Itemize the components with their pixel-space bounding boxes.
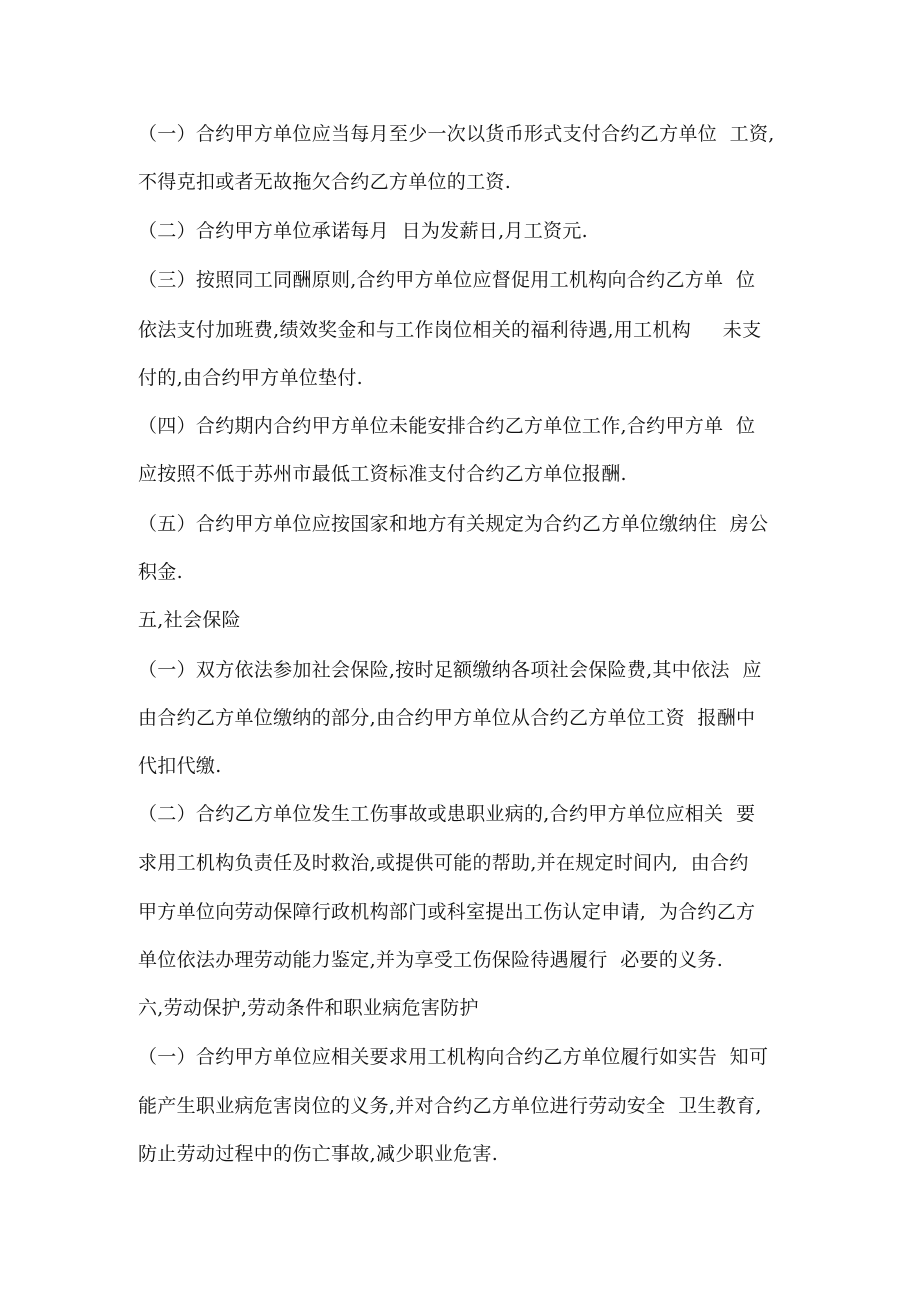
paragraph-line: （一）合约甲方单位应相关要求用工机构向合约乙方单位履行如实告 知可 <box>138 1046 769 1068</box>
paragraph-line: 防止劳动过程中的伤亡事故,减少职业危害. <box>138 1143 499 1165</box>
paragraph-line: 求用工机构负责任及时救治,或提供可能的帮助,并在规定时间内, 由合约 <box>138 852 749 874</box>
paragraph-line: （三）按照同工同酬原则,合约甲方单位应督促用工机构向合约乙方单 位 <box>138 269 756 291</box>
paragraph-line: 积金. <box>138 561 183 583</box>
paragraph-line: 代扣代缴. <box>138 755 222 777</box>
paragraph-line: （二）合约甲方单位承诺每月 日为发薪日,月工资元. <box>138 220 588 242</box>
paragraph-line: 甲方单位向劳动保障行政机构部门或科室提出工伤认定申请, 为合约乙方 <box>138 901 756 923</box>
paragraph-line: 能产生职业病危害岗位的义务,并对合约乙方单位进行劳动安全 卫生教育, <box>138 1095 762 1117</box>
paragraph-line: 单位依法办理劳动能力鉴定,并为享受工伤保险待遇履行 必要的义务. <box>138 949 724 971</box>
paragraph-line: 由合约乙方单位缴纳的部分,由合约甲方单位从合约乙方单位工资 报酬中 <box>138 707 756 729</box>
section-heading: 五,社会保险 <box>138 609 241 631</box>
paragraph-line: （五）合约甲方单位应按国家和地方有关规定为合约乙方单位缴纳住 房公 <box>138 513 769 535</box>
paragraph-line: （四）合约期内合约甲方单位未能安排合约乙方单位工作,合约甲方单 位 <box>138 415 756 437</box>
paragraph-line: 依法支付加班费,绩效奖金和与工作岗位相关的福利待遇,用工机构 未支 <box>138 319 762 341</box>
paragraph-line: （一）双方依法参加社会保险,按时足额缴纳各项社会保险费,其中依法 应 <box>138 659 762 681</box>
paragraph-line: （一）合约甲方单位应当每月至少一次以货币形式支付合约乙方单位 工资, <box>138 123 775 145</box>
paragraph-line: 付的,由合约甲方单位垫付. <box>138 367 363 389</box>
paragraph-line: 应按照不低于苏州市最低工资标准支付合约乙方单位报酬. <box>138 463 627 485</box>
section-heading: 六,劳动保护,劳动条件和职业病危害防护 <box>138 997 479 1019</box>
paragraph-line: 不得克扣或者无故拖欠合约乙方单位的工资. <box>138 171 512 193</box>
paragraph-line: （二）合约乙方单位发生工伤事故或患职业病的,合约甲方单位应相关 要 <box>138 803 756 825</box>
